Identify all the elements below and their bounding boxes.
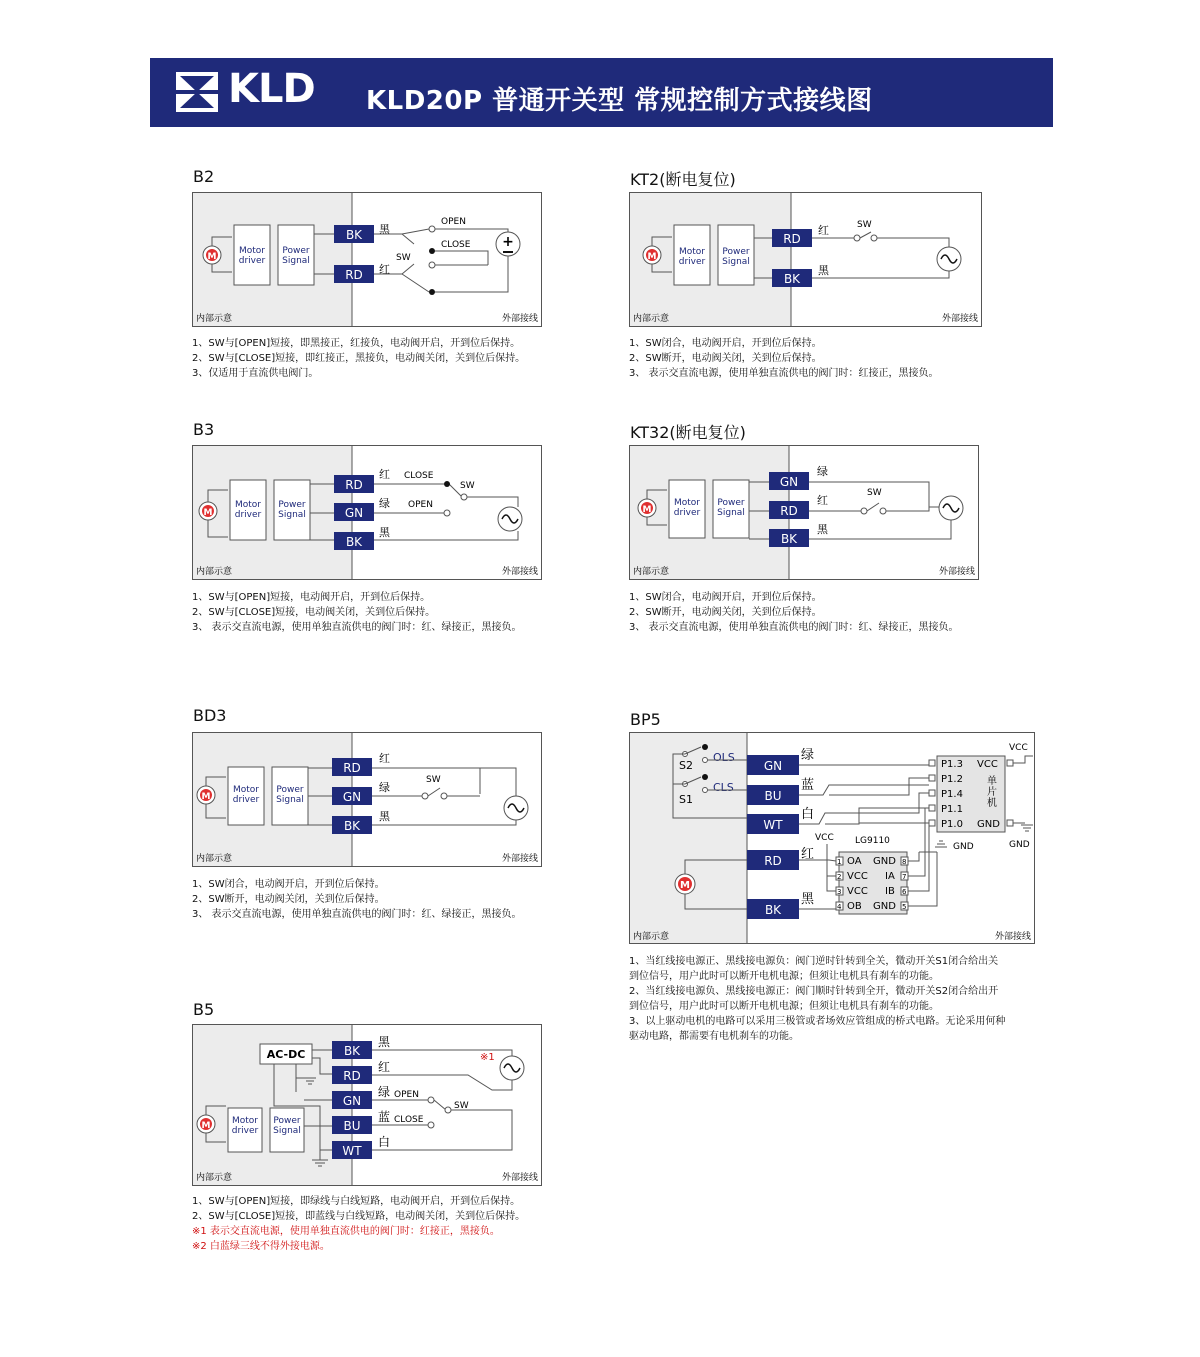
svg-text:M: M [203, 508, 213, 518]
notes-bd3: 1、SW闭合，电动阀开启，开到位后保持。 2、SW断开，电动阀关闭，关到位后保持。 3、 表示交直流电源，使用单独直流供电的阀门时：红、绿接正，黑接负。 [192, 879, 522, 920]
svg-text:红: 红 [379, 263, 390, 276]
svg-text:Power: Power [717, 498, 745, 508]
svg-text:内部示意: 内部示意 [196, 314, 233, 324]
svg-text:RD: RD [343, 761, 361, 775]
ground-icon [1021, 825, 1033, 831]
svg-text:※1: ※1 [480, 1052, 495, 1063]
svg-text:黑: 黑 [817, 523, 828, 536]
svg-text:Power: Power [278, 500, 306, 510]
svg-text:driver: driver [234, 510, 262, 520]
svg-text:4: 4 [837, 903, 842, 911]
svg-text:RD: RD [345, 268, 363, 282]
svg-text:OPEN: OPEN [408, 500, 433, 510]
svg-text:SW: SW [857, 220, 872, 230]
svg-text:P1.3: P1.3 [941, 759, 963, 770]
svg-text:SW: SW [454, 1101, 469, 1111]
svg-text:CLS: CLS [713, 781, 734, 794]
diagram-kt32 [629, 445, 979, 580]
notes-kt32: 1、SW闭合，电动阀开启，开到位后保持。 2、SW断开，电动阀关闭，关到位后保持。 3、 表示交直流电源，使用单独直流供电的阀门时：红、绿接正，黑接负。 [629, 592, 959, 633]
svg-text:黑: 黑 [379, 810, 390, 823]
svg-text:1: 1 [837, 858, 842, 866]
svg-text:M: M [207, 252, 217, 262]
svg-text:driver: driver [238, 256, 266, 266]
svg-text:红: 红 [378, 1060, 391, 1074]
svg-text:Power: Power [273, 1116, 301, 1126]
svg-text:BU: BU [343, 1119, 361, 1133]
svg-text:蓝: 蓝 [378, 1110, 391, 1124]
svg-text:外部接线: 外部接线 [994, 932, 1031, 942]
svg-text:SW: SW [426, 775, 441, 785]
svg-text:Signal: Signal [278, 510, 306, 520]
svg-text:M: M [201, 1121, 211, 1131]
svg-text:M: M [201, 792, 211, 802]
svg-text:M: M [647, 252, 657, 262]
notes-b5: 1、SW与[OPEN]短接，即绿线与白线短路，电动阀开启，开到位后保持。 2、SW与[CLOSE]短接，即蓝线与白线短路，电动阀关闭，关到位后保持。 ※1 表示交直流电源，使用单独直流供电的阀门时：红接正，黑接负。 ※2 白蓝绿三线不得外接电源。 [192, 1196, 526, 1252]
svg-text:RD: RD [345, 478, 363, 492]
diagram-b3 [192, 445, 542, 580]
svg-text:VCC: VCC [815, 833, 834, 843]
svg-text:WT: WT [763, 818, 783, 832]
svg-text:Motor: Motor [234, 500, 262, 510]
svg-text:红: 红 [379, 468, 390, 481]
section-title-b2: B2 [193, 167, 215, 186]
svg-text:GN: GN [342, 1094, 362, 1108]
svg-text:BU: BU [764, 789, 782, 803]
svg-text:RD: RD [343, 1069, 361, 1083]
svg-text:P1.4: P1.4 [941, 789, 963, 800]
svg-text:driver: driver [678, 257, 706, 267]
svg-text:Signal: Signal [273, 1126, 301, 1136]
svg-text:6: 6 [902, 888, 907, 896]
svg-text:蓝: 蓝 [801, 778, 815, 793]
svg-text:内部示意: 内部示意 [196, 1173, 233, 1183]
svg-text:BK: BK [343, 819, 361, 833]
svg-text:内部示意: 内部示意 [633, 932, 670, 942]
svg-text:driver: driver [231, 1126, 259, 1136]
diagram-b2 [192, 192, 542, 327]
notes-bp5: 1、当红线接电源正、黑线接电源负：阀门逆时针转到全关，微动开关S1闭合给出关 到位信号，用户此时可以断开电机电源；但须让电机具有刹车的功能。 2、当红线接电源负、黑线接电源正：阀门顺时针转到全开，微动开关S2闭合给出开 到位信号，用户此时可以断开电机电源；但须让电机具有刹车的功能。 3、以上驱动电机的电路可以采用三极管或者场效应管组成的桥式电路。无论采用何种 驱动电路，都需要有电机刹车的功能。 [629, 956, 1006, 1042]
svg-text:外部接线: 外部接线 [501, 1173, 538, 1183]
svg-text:LG9110: LG9110 [855, 836, 890, 846]
svg-text:OPEN: OPEN [441, 217, 466, 227]
svg-text:片: 片 [987, 787, 997, 798]
svg-text:白: 白 [801, 807, 815, 822]
page-title: KLD20P 普通开关型 常规控制方式接线图 [366, 86, 873, 116]
section-title-b3: B3 [193, 420, 215, 439]
svg-text:CLOSE: CLOSE [394, 1115, 424, 1125]
svg-text:7: 7 [902, 873, 907, 881]
logo-text: KLD [228, 66, 315, 112]
svg-text:VCC: VCC [977, 759, 998, 770]
svg-text:红: 红 [379, 752, 390, 765]
svg-text:内部示意: 内部示意 [633, 314, 670, 324]
svg-text:IA: IA [885, 871, 895, 882]
svg-text:VCC: VCC [847, 871, 868, 882]
svg-text:内部示意: 内部示意 [196, 854, 233, 864]
svg-text:GN: GN [779, 475, 799, 489]
svg-text:Signal: Signal [722, 257, 750, 267]
svg-text:P1.2: P1.2 [941, 774, 963, 785]
svg-text:OPEN: OPEN [394, 1090, 419, 1100]
svg-text:BK: BK [780, 532, 798, 546]
svg-text:M: M [680, 880, 690, 891]
svg-text:GN: GN [342, 790, 362, 804]
svg-text:AC-DC: AC-DC [266, 1048, 306, 1061]
svg-text:GND: GND [1009, 840, 1030, 850]
svg-text:白: 白 [378, 1135, 391, 1149]
kld-logo-icon [176, 72, 218, 112]
svg-text:GND: GND [953, 842, 974, 852]
svg-text:S2: S2 [679, 759, 693, 772]
svg-text:driver: driver [673, 508, 701, 518]
svg-text:WT: WT [342, 1144, 362, 1158]
svg-text:绿: 绿 [378, 1085, 391, 1099]
svg-text:绿: 绿 [801, 748, 815, 763]
svg-text:S1: S1 [679, 793, 693, 806]
svg-text:绿: 绿 [379, 497, 390, 510]
svg-text:Power: Power [722, 247, 750, 257]
svg-text:GND: GND [873, 856, 896, 867]
svg-text:黑: 黑 [378, 1035, 391, 1049]
svg-text:外部接线: 外部接线 [501, 314, 538, 324]
svg-text:黑: 黑 [801, 892, 815, 907]
svg-text:SW: SW [396, 253, 411, 263]
svg-text:Power: Power [276, 785, 304, 795]
svg-text:+: + [502, 234, 514, 250]
diagram-bp5 [629, 732, 1039, 944]
svg-text:SW: SW [867, 488, 882, 498]
svg-text:driver: driver [232, 795, 260, 805]
svg-text:2: 2 [837, 873, 842, 881]
section-title-kt2: KT2(断电复位) [630, 170, 736, 189]
svg-text:Power: Power [282, 246, 310, 256]
section-title-bd3: BD3 [193, 706, 227, 725]
svg-text:黑: 黑 [818, 264, 829, 277]
svg-text:BK: BK [345, 228, 363, 242]
svg-text:Motor: Motor [238, 246, 266, 256]
svg-text:Motor: Motor [231, 1116, 259, 1126]
svg-text:外部接线: 外部接线 [941, 314, 978, 324]
svg-text:GN: GN [344, 506, 364, 520]
svg-text:单: 单 [987, 776, 997, 787]
svg-text:OLS: OLS [713, 751, 735, 764]
svg-text:M: M [642, 505, 652, 515]
svg-text:BK: BK [764, 903, 782, 917]
svg-text:VCC: VCC [847, 886, 868, 897]
svg-text:RD: RD [780, 504, 798, 518]
svg-text:Motor: Motor [673, 498, 701, 508]
svg-text:P1.1: P1.1 [941, 804, 963, 815]
svg-text:BK: BK [783, 272, 801, 286]
svg-text:Signal: Signal [282, 256, 310, 266]
svg-text:外部接线: 外部接线 [938, 567, 975, 577]
svg-text:SW: SW [460, 481, 475, 491]
svg-text:Signal: Signal [717, 508, 745, 518]
notes-b3: 1、SW与[OPEN]短接，电动阀开启，开到位后保持。 2、SW与[CLOSE]短接，电动阀关闭，关到位后保持。 3、 表示交直流电源，使用单独直流供电的阀门时：红、绿接正，黑接负。 [192, 592, 522, 633]
svg-text:内部示意: 内部示意 [196, 567, 233, 577]
notes-kt2: 1、SW闭合，电动阀开启，开到位后保持。 2、SW断开，电动阀关闭，关到位后保持。 3、 表示交直流电源，使用单独直流供电的阀门时：红接正，黑接负。 [629, 338, 939, 379]
svg-text:外部接线: 外部接线 [501, 854, 538, 864]
ground-icon [935, 841, 947, 847]
svg-text:绿: 绿 [817, 465, 828, 478]
svg-text:黑: 黑 [379, 526, 390, 539]
svg-text:IB: IB [885, 886, 895, 897]
svg-text:RD: RD [764, 854, 782, 868]
svg-text:BK: BK [343, 1044, 361, 1058]
svg-text:8: 8 [902, 858, 907, 866]
svg-text:GN: GN [763, 759, 783, 773]
section-title-b5: B5 [193, 1000, 215, 1019]
svg-text:GND: GND [977, 819, 1000, 830]
svg-text:Motor: Motor [678, 247, 706, 257]
svg-text:GND: GND [873, 901, 896, 912]
svg-text:红: 红 [801, 847, 815, 862]
svg-text:机: 机 [987, 798, 997, 809]
svg-text:RD: RD [783, 232, 801, 246]
svg-text:外部接线: 外部接线 [501, 567, 538, 577]
svg-text:OB: OB [847, 901, 862, 912]
svg-text:黑: 黑 [379, 223, 390, 236]
svg-text:红: 红 [818, 224, 829, 237]
svg-text:P1.0: P1.0 [941, 819, 963, 830]
svg-text:3: 3 [837, 888, 842, 896]
svg-text:绿: 绿 [379, 781, 390, 794]
diagram-bd3 [192, 732, 542, 867]
svg-text:OA: OA [847, 856, 862, 867]
svg-text:CLOSE: CLOSE [441, 240, 471, 250]
section-title-bp5: BP5 [630, 710, 661, 729]
svg-text:BK: BK [345, 535, 363, 549]
diagram-kt2 [629, 192, 982, 327]
svg-text:VCC: VCC [1009, 743, 1028, 753]
section-title-kt32: KT32(断电复位) [630, 423, 746, 442]
svg-text:Signal: Signal [276, 795, 304, 805]
notes-b2: 1、SW与[OPEN]短接，即黑接正，红接负，电动阀开启，开到位后保持。 2、SW与[CLOSE]短接，即红接正，黑接负，电动阀关闭，关到位后保持。 3、仅适用于直流供电阀门。 [192, 338, 526, 379]
svg-text:CLOSE: CLOSE [404, 471, 434, 481]
svg-text:红: 红 [817, 494, 828, 507]
diagram-b5 [192, 1024, 542, 1186]
svg-text:内部示意: 内部示意 [633, 567, 670, 577]
svg-text:Motor: Motor [232, 785, 260, 795]
svg-text:5: 5 [902, 903, 907, 911]
